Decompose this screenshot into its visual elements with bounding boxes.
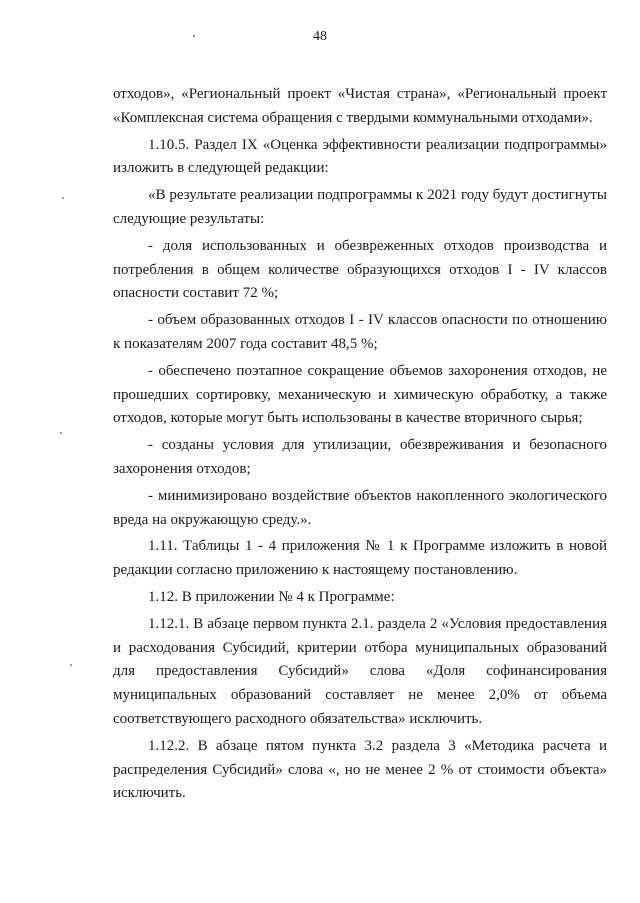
list-item-result-3: - обеспечено поэтапное сокращение объемов захоронения отходов, не прошедших сортировку, механическую и химическую обработку, а также отходов, которые могут быть использованы в качестве вторичного сырья; <box>113 362 607 427</box>
paragraph-quote-intro: «В результате реализации подпрограммы к 2021 году будут достигнуты следующие результаты: <box>113 187 607 227</box>
scan-speck <box>70 664 72 666</box>
scan-speck <box>193 35 195 37</box>
paragraph-continuation: отходов», «Региональный проект «Чистая страна», «Региональный проект «Комплексная система обращения с твердыми коммунальными отходами». <box>113 86 607 126</box>
paragraph-1-12-1: 1.12.1. В абзаце первом пункта 2.1. раздела 2 «Условия предоставления и расходования Субсидий, критерии отбора муниципальных образований для предоставления Субсидий» слова «Доля софинансирования муниципальных образований составляет не менее 2,0% от объема соответствующего расходного обязательства» исключить. <box>113 615 607 727</box>
list-item-result-5: - минимизировано воздействие объектов накопленного экологического вреда на окружающую среду.». <box>113 487 607 528</box>
list-item-result-4: - созданы условия для утилизации, обезвреживания и безопасного захоронения отходов; <box>113 437 607 477</box>
scan-speck <box>60 432 62 434</box>
list-item-result-2: - объем образованных отходов I - IV классов опасности по отношению к показателям 2007 года составит 48,5 %; <box>113 312 607 352</box>
paragraph-1-11: 1.11. Таблицы 1 - 4 приложения № 1 к Программе изложить в новой редакции согласно приложению к настоящему постановлению. <box>113 538 607 579</box>
paragraph-1-10-5: 1.10.5. Раздел IX «Оценка эффективности реализации подпрограммы» изложить в следующей редакции: <box>113 136 607 177</box>
page-number: 48 <box>313 29 327 44</box>
paragraph-1-12: 1.12. В приложении № 4 к Программе: <box>148 588 395 605</box>
paragraph-1-12-2: 1.12.2. В абзаце пятом пункта 3.2 раздела 3 «Методика расчета и распределения Субсидий» слова «, но не менее 2 % от стоимости объекта» исключить. <box>113 737 607 802</box>
scan-speck <box>62 197 64 199</box>
document-body <box>113 83 607 809</box>
list-item-result-1: - доля использованных и обезвреженных отходов производства и потребления в общем количестве образующихся отходов I - IV классов опасности составит 72 %; <box>113 237 607 302</box>
